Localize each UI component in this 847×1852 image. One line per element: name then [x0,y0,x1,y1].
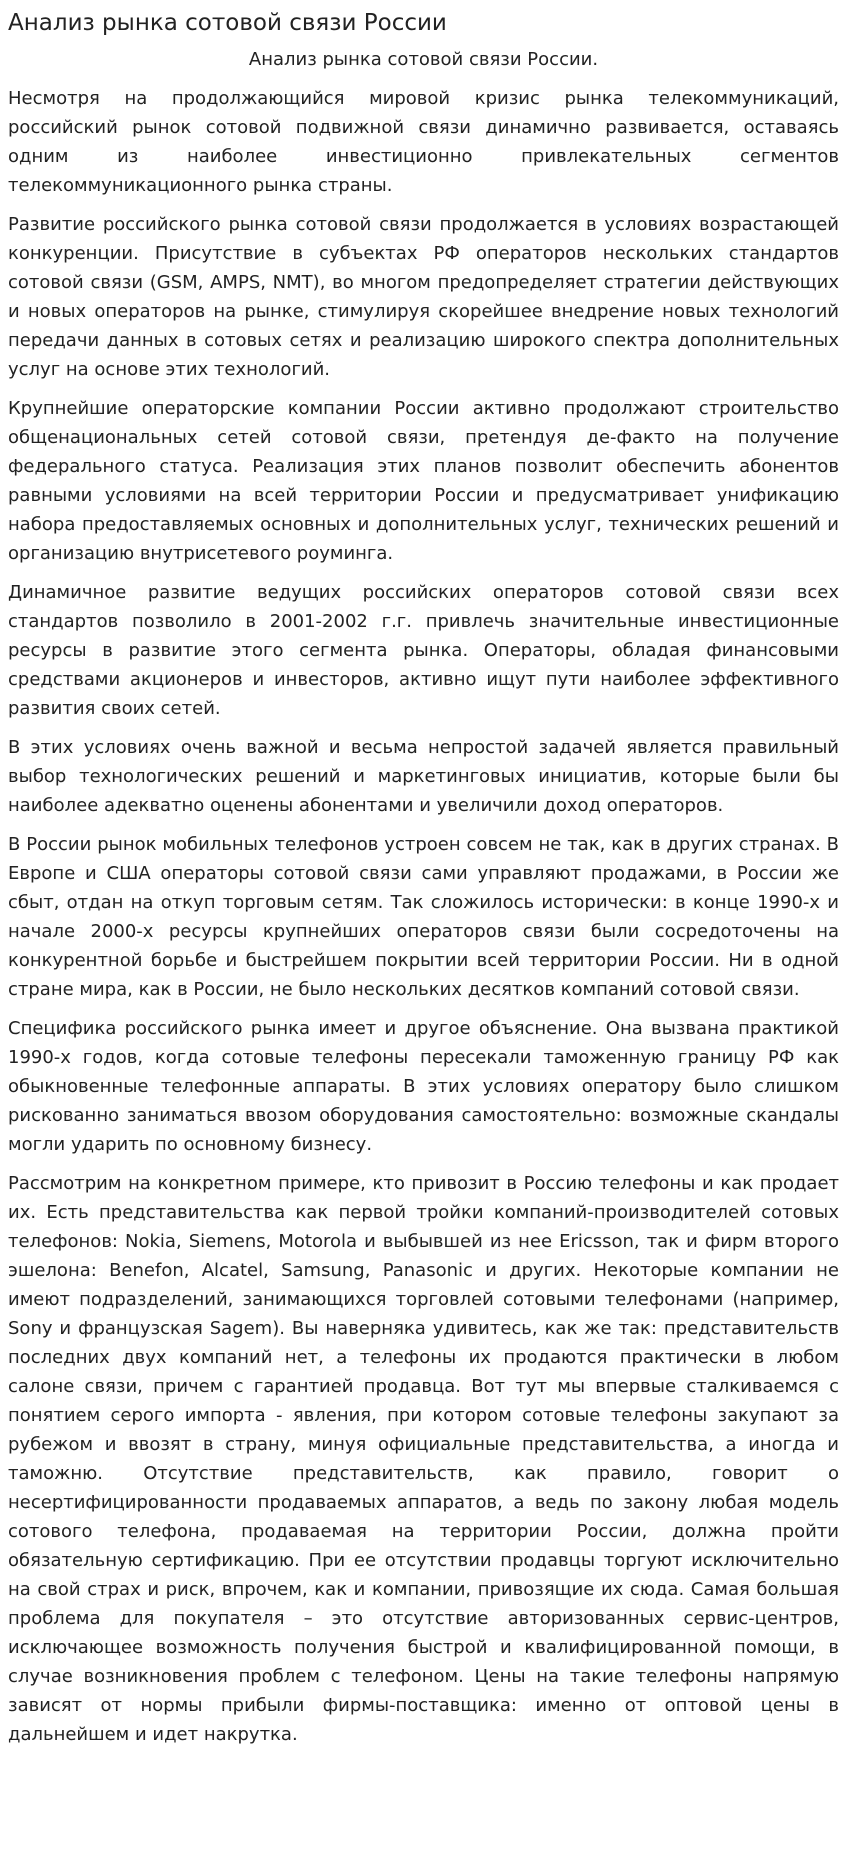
paragraph: Несмотря на продолжающийся мировой кризис рынка телекоммуникаций, российский рынок сотовой подвижной связи динамично развивается, оставаясь одним из наиболее инвестиционно привлекательных сегментов телекоммуникационного рынка страны. [8,88,839,196]
document-subtitle: Анализ рынка сотовой связи России. [248,49,599,70]
paragraph: Специфика российского рынка имеет и другое объяснение. Она вызвана практикой 1990-х годов, когда сотовые телефоны пересекали таможенную границу РФ как обыкновенные телефонные аппараты. В этих условиях оператору было слишком рискованно заниматься ввозом оборудования самостоятельно: возможные скандалы могли ударить по основному бизнесу. [8,1018,839,1155]
paragraph: Рассмотрим на конкретном примере, кто привозит в Россию телефоны и как продает их. Есть представительства как первой тройки компаний-производителей сотовых телефонов: Nokia, Siemens, Motorola и выбывшей из нее Ericsson, так и фирм второго эшелона: Benefon, Alcatel, Samsung, Panasonic и других. Некоторые компании не имеют подразделений, занимающихся торговлей сотовыми телефонами (например, Sony и французская Sagem). Вы наверняка удивитесь, как же так: представительств последних двух компаний нет, а телефоны их продаются практически в любом салоне связи, причем с гарантией продавца. Вот тут мы впервые сталкиваемся с понятием серого импорта - явления, при котором сотовые телефоны закупают за рубежом и ввозят в страну, минуя официальные представительства, а иногда и таможню. Отсутствие представительств, как правило, говорит о несертифицированности продаваемых аппаратов, а ведь по закону любая модель сотового телефона, продаваемая на территории России, должна пройти обязательную сертификацию. При ее отсутствии продавцы торгуют исключительно на свой страх и риск, впрочем, как и компании, привозящие их сюда. Самая большая проблема для покупателя – это отсутствие авторизованных сервис-центров, исключающее возможность получения быстрой и квалифицированной помощи, в случае возникновения проблем с телефоном. Цены на такие телефоны напрямую зависят от нормы прибыли фирмы-поставщика: именно от оптовой цены в дальнейшем и идет накрутка. [8,1173,839,1745]
paragraph: В этих условиях очень важной и весьма непростой задачей является правильный выбор технологических решений и маркетинговых инициатив, которые были бы наиболее адекватно оценены абонентами и увеличили доход операторов. [8,737,839,816]
page-title: Анализ рынка сотовой связи России [8,10,447,36]
paragraph: Крупнейшие операторские компании России активно продолжают строительство общенациональных сетей сотовой связи, претендуя де-факто на получение федерального статуса. Реализация этих планов позволит обеспечить абонентов равными условиями на всей территории России и предусматривает унификацию набора предоставляемых основных и дополнительных услуг, технических решений и организацию внутрисетевого роуминга. [8,398,839,564]
paragraph: Динамичное развитие ведущих российских операторов сотовой связи всех стандартов позволило в 2001-2002 г.г. привлечь значительные инвестиционные ресурсы в развитие этого сегмента рынка. Операторы, обладая финансовыми средствами акционеров и инвесторов, активно ищут пути наиболее эффективного развития своих сетей. [8,582,839,719]
paragraph: Развитие российского рынка сотовой связи продолжается в условиях возрастающей конкуренции. Присутствие в субъектах РФ операторов нескольких стандартов сотовой связи (GSM, AMPS, NMT), во многом предопределяет стратегии действующих и новых операторов на рынке, стимулируя скорейшее внедрение новых технологий передачи данных в сотовых сетях и реализацию широкого спектра дополнительных услуг на основе этих технологий. [8,214,839,380]
paragraph: В России рынок мобильных телефонов устроен совсем не так, как в других странах. В Европе и США операторы сотовой связи сами управляют продажами, в России же сбыт, отдан на откуп торговым сетям. Так сложилось исторически: в конце 1990-х и начале 2000-х ресурсы крупнейших операторов связи были сосредоточены на конкурентной борьбе и быстрейшем покрытии всей территории России. Ни в одной стране мира, как в России, не было нескольких десятков компаний сотовой связи. [8,834,839,1000]
